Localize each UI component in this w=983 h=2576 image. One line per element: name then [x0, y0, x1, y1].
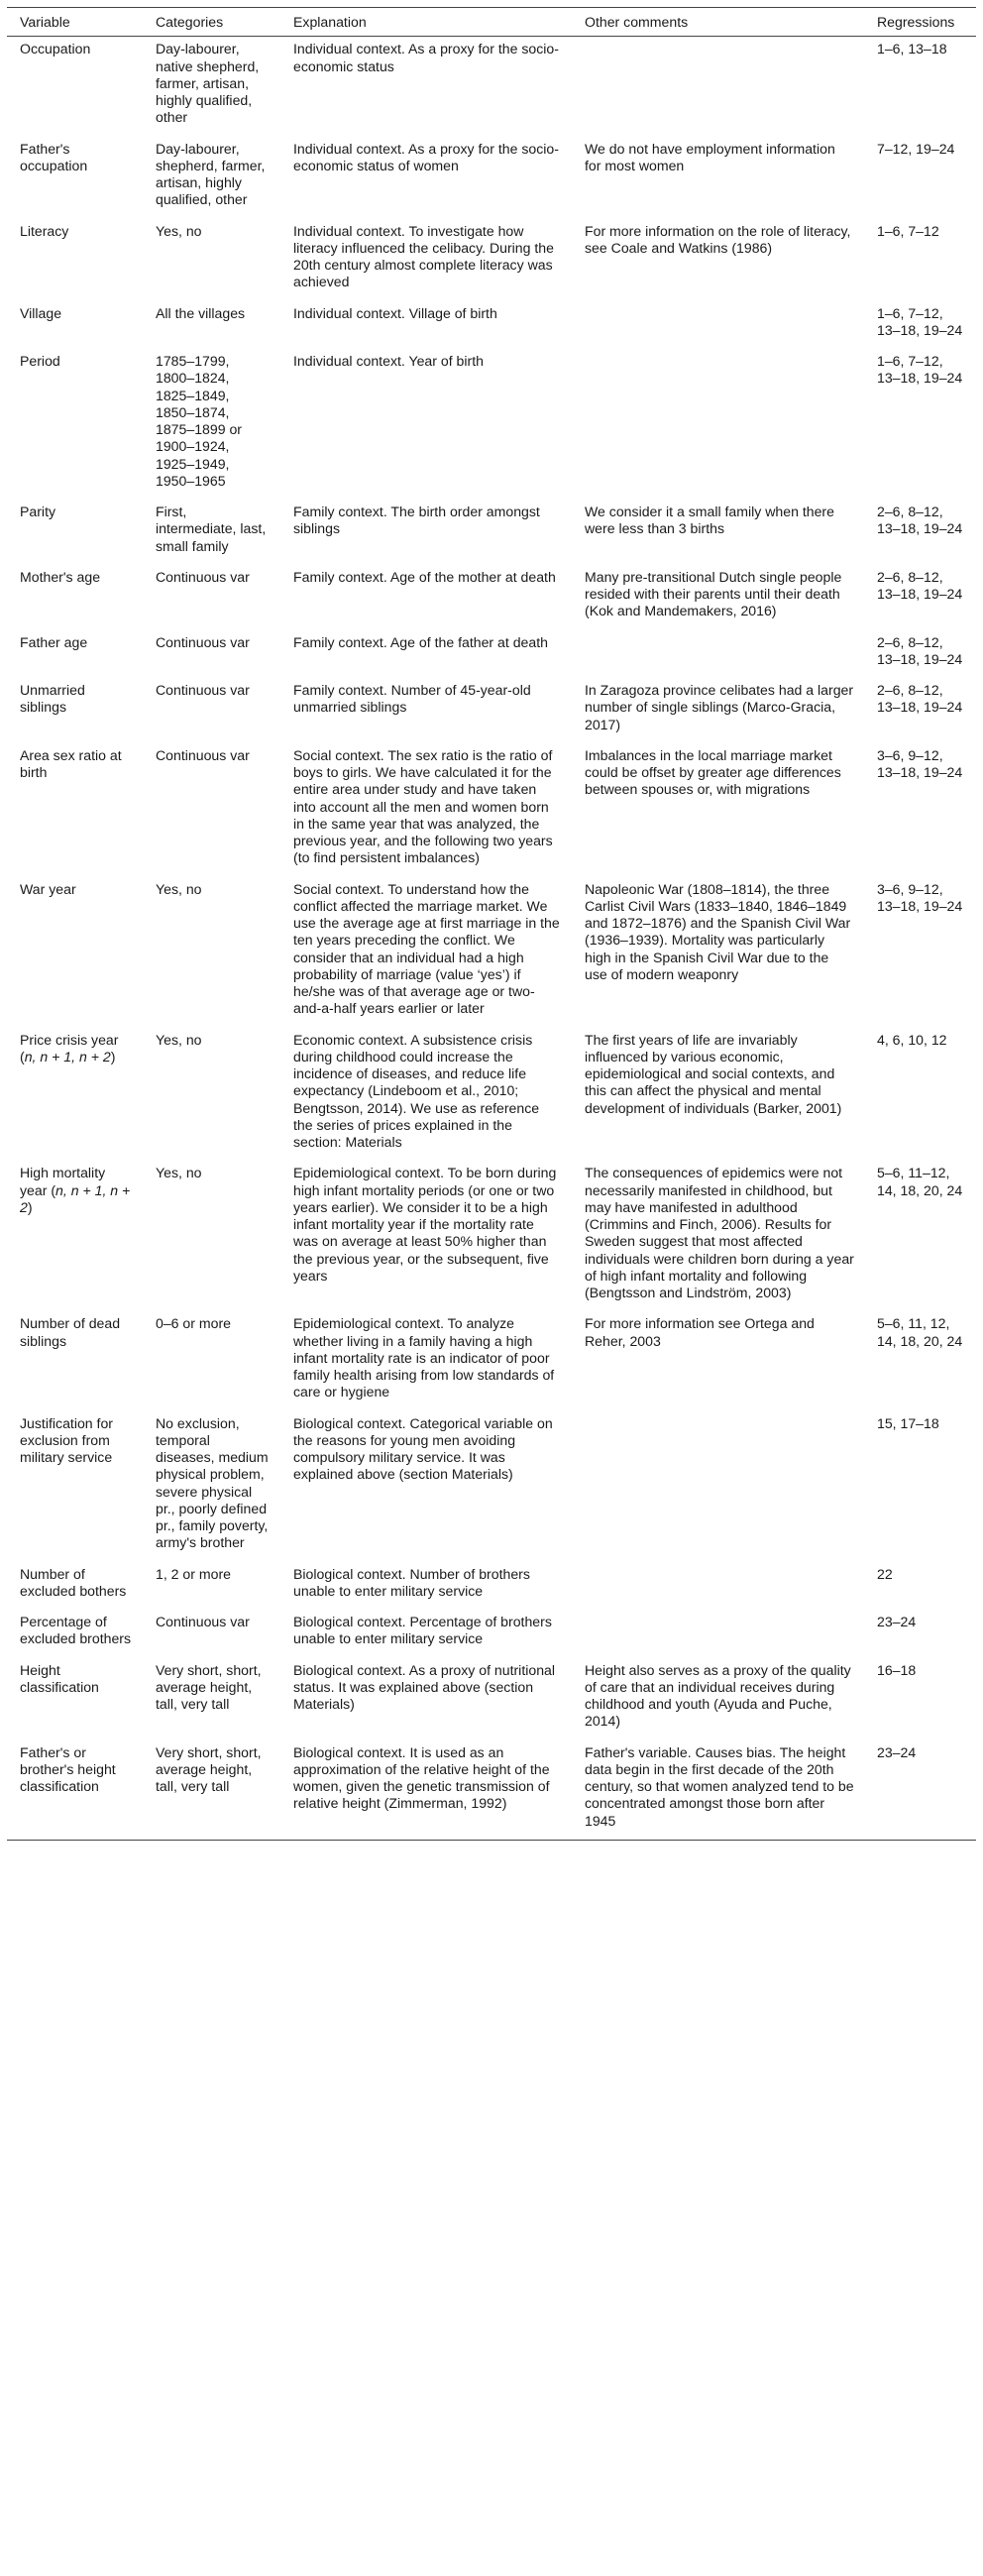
cell-variable: Father's occupation: [20, 140, 88, 173]
cell-variable: Period: [20, 353, 60, 369]
cell-variable: Percentage of excluded brothers: [20, 1614, 132, 1647]
cell-explanation: Economic context. A subsistence crisis during childhood could increase the incidence of diseases, and reduce life expectancy (Lindeboom et al., 2010; Bengtsson, 2014). We use as reference the series of prices explained in the section: Materials: [293, 1031, 540, 1150]
cell-regressions: 5–6, 11–12, 14, 18, 20, 24: [877, 1165, 963, 1198]
cell-regressions: 2–6, 8–12, 13–18, 19–24: [877, 682, 963, 716]
header-explanation: Explanation: [293, 14, 367, 30]
table-body: [7, 37, 976, 1841]
cell-categories: 1, 2 or more: [156, 1565, 231, 1582]
cell-comments: [572, 349, 864, 500]
cell-categories: Yes, no: [156, 1031, 202, 1048]
cell-variable: Unmarried siblings: [20, 682, 85, 716]
header-other-comments: Other comments: [585, 14, 689, 30]
cell-regressions: 2–6, 8–12, 13–18, 19–24: [877, 633, 963, 667]
table-row: [7, 301, 976, 350]
cell-variable: Father age: [20, 633, 88, 650]
cell-comments: [572, 1562, 864, 1611]
table-header: [7, 8, 976, 37]
cell-comments: [572, 37, 864, 137]
cell-regressions: 3–6, 9–12, 13–18, 19–24: [877, 746, 963, 780]
cell-regressions: 23–24: [877, 1743, 917, 1760]
table-row: [7, 678, 976, 743]
cell-explanation: Individual context. Village of birth: [293, 304, 497, 321]
cell-categories: Continuous var: [156, 746, 250, 763]
cell-categories: Day-labourer, shepherd, farmer, artisan, highly qualified, other: [156, 140, 266, 208]
variables-table: [7, 7, 976, 1841]
table-row: [7, 743, 976, 877]
cell-comments: We consider it a small family when there were less than 3 births: [585, 504, 834, 537]
table-row: [7, 219, 976, 301]
cell-comments: Height also serves as a proxy of the quality of care that an individual receives during childhood and youth (Ayuda and Puche, 2014): [585, 1661, 851, 1730]
cell-comments: [572, 630, 864, 679]
cell-explanation: Individual context. As a proxy for the socio-economic status: [293, 41, 559, 74]
cell-categories: Very short, short, average height, tall, very tall: [156, 1661, 262, 1712]
cell-explanation: Biological context. It is used as an approximation of the relative height of the women, given the genetic transmission of relative height (Zimmerman, 1992): [293, 1743, 550, 1812]
variable-label: Price crisis year: [20, 1031, 119, 1048]
cell-categories: Continuous var: [156, 682, 250, 698]
cell-comments: The first years of life are invariably influenced by various economic, epidemiological and social contexts, and this can affect the physical and mental development of individuals (Barker, 2001): [585, 1031, 842, 1116]
cell-variable: Father's or brother's height classification: [20, 1743, 116, 1794]
table-row: [7, 1658, 976, 1740]
cell-variable: Number of dead siblings: [20, 1315, 121, 1349]
cell-categories: Yes, no: [156, 1165, 202, 1181]
table-row: [7, 1411, 976, 1562]
cell-variable: Number of excluded bothers: [20, 1565, 127, 1599]
cell-explanation: Epidemiological context. To be born during high infant mortality periods (or one or two years earlier). We consider it to be a high infant mortality year if the mortality rate was on average at least 50% higher than the previous year, or the subsequent, five years: [293, 1165, 557, 1284]
cell-explanation: Individual context. To investigate how literacy influenced the celibacy. During the 20th century almost complete literacy was achieved: [293, 222, 554, 290]
cell-regressions: 22: [877, 1565, 893, 1582]
cell-explanation: Biological context. Categorical variable on the reasons for young men avoiding compulsory military service. It was explained above (section Materials): [293, 1414, 553, 1483]
header-regressions: Regressions: [877, 14, 955, 30]
cell-variable: Literacy: [20, 222, 69, 239]
cell-explanation: Family context. The birth order amongst siblings: [293, 504, 540, 537]
table-row: [7, 500, 976, 565]
cell-categories: 0–6 or more: [156, 1315, 231, 1332]
cell-variable: Parity: [20, 504, 56, 519]
cell-explanation: Family context. Age of the mother at death: [293, 568, 556, 585]
cell-categories: Yes, no: [156, 880, 202, 897]
variable-label: High mortality year: [20, 1165, 106, 1198]
cell-comments: [572, 1411, 864, 1562]
cell-explanation: Biological context. Number of brothers unable to enter military service: [293, 1565, 530, 1599]
table-row: [7, 37, 976, 137]
cell-explanation: Social context. The sex ratio is the ratio of boys to girls. We have calculated it for the entire area under study and have taken into account all the men and women born in the same year that was analyzed, the previous year, and the following two years (to find persistent imbalances): [293, 746, 553, 866]
cell-comments: Many pre-transitional Dutch single people resided with their parents until their death (Kok and Mandemakers, 2016): [585, 568, 842, 619]
table-row: [7, 1161, 976, 1311]
table-row: [7, 1610, 976, 1658]
cell-variable: Height classification: [20, 1661, 99, 1695]
cell-comments: For more information on the role of literacy, see Coale and Watkins (1986): [585, 222, 851, 256]
cell-variable: High mortality year (n, n + 1, n + 2): [20, 1165, 131, 1215]
header-categories: Categories: [156, 14, 224, 30]
table-row: [7, 1028, 976, 1162]
cell-regressions: 16–18: [877, 1661, 917, 1678]
cell-explanation: Family context. Age of the father at death: [293, 633, 548, 650]
cell-categories: Continuous var: [156, 1614, 250, 1629]
cell-explanation: Biological context. Percentage of brothers unable to enter military service: [293, 1614, 552, 1647]
cell-regressions: 2–6, 8–12, 13–18, 19–24: [877, 568, 963, 602]
cell-regressions: 23–24: [877, 1614, 917, 1629]
table-row: [7, 1562, 976, 1611]
cell-comments: The consequences of epidemics were not necessarily manifested in childhood, but may have manifested in adulthood (Crimmins and Finch, 2006). Results for Sweden suggest that most affected individuals were children born during a year of high infant mortality and following (Bengtsson and Lindström, 2003): [585, 1165, 854, 1300]
cell-categories: Day-labourer, native shepherd, farmer, artisan, highly qualified, other: [156, 41, 260, 126]
cell-regressions: 15, 17–18: [877, 1414, 939, 1431]
cell-explanation: Individual context. Year of birth: [293, 353, 484, 369]
cell-explanation: Individual context. As a proxy for the socio-economic status of women: [293, 140, 559, 173]
cell-variable: Justification for exclusion from military service: [20, 1414, 113, 1465]
cell-regressions: 1–6, 7–12, 13–18, 19–24: [877, 304, 963, 338]
cell-explanation: Family context. Number of 45-year-old unmarried siblings: [293, 682, 531, 716]
cell-categories: All the villages: [156, 304, 246, 321]
table-row: [7, 137, 976, 219]
cell-regressions: 1–6, 13–18: [877, 41, 947, 57]
cell-comments: For more information see Ortega and Reher, 2003: [585, 1315, 815, 1349]
cell-variable: Village: [20, 304, 62, 321]
cell-regressions: 3–6, 9–12, 13–18, 19–24: [877, 880, 963, 914]
cell-categories: No exclusion, temporal diseases, medium physical problem, severe physical pr., poorly defined pr., family poverty, army's brother: [156, 1414, 269, 1551]
cell-variable: Price crisis year (n, n + 1, n + 2): [20, 1031, 119, 1064]
table-row: [7, 877, 976, 1028]
cell-categories: 1785–1799, 1800–1824, 1825–1849, 1850–1874, 1875–1899 or 1900–1924, 1925–1949, 1950–1965: [156, 353, 242, 489]
cell-comments: In Zaragoza province celibates had a larger number of single siblings (Marco-Gracia, 2017): [585, 682, 854, 732]
cell-variable: Area sex ratio at birth: [20, 746, 122, 780]
cell-variable: Mother's age: [20, 568, 101, 585]
cell-categories: Continuous var: [156, 568, 250, 585]
cell-comments: We do not have employment information for most women: [585, 140, 835, 173]
cell-regressions: 4, 6, 10, 12: [877, 1031, 947, 1048]
cell-variable: War year: [20, 880, 76, 897]
cell-categories: Yes, no: [156, 222, 202, 239]
table-row: [7, 630, 976, 679]
cell-comments: Napoleonic War (1808–1814), the three Carlist Civil Wars (1833–1840, 1846–1849 and 1872–1876) and the Spanish Civil War (1936–1939). Mortality was particularly high in the Spanish Civil War due to the use of modern weaponry: [585, 880, 851, 982]
table-row: [7, 565, 976, 630]
cell-categories: Very short, short, average height, tall, very tall: [156, 1743, 262, 1794]
cell-categories: First, intermediate, last, small family: [156, 504, 267, 554]
cell-comments: [572, 1610, 864, 1658]
cell-regressions: 7–12, 19–24: [877, 140, 955, 157]
cell-explanation: Epidemiological context. To analyze whether living in a family having a high infant mortality rate is an indicator of poor family health arising from low standards of care or hygiene: [293, 1315, 555, 1400]
cell-comments: Father's variable. Causes bias. The height data begin in the first decade of the 20th century, so that women analyzed tend to be concentrated amongst those born after 1945: [585, 1743, 854, 1829]
variable-note: n, n + 1, n + 2: [24, 1048, 111, 1064]
cell-variable: Occupation: [20, 41, 91, 57]
cell-comments: Imbalances in the local marriage market could be offset by greater age differences between spouses or, with migrations: [585, 746, 841, 798]
cell-comments: [572, 301, 864, 350]
cell-regressions: 1–6, 7–12, 13–18, 19–24: [877, 353, 963, 387]
cell-explanation: Social context. To understand how the conflict affected the marriage market. We use the average age at first marriage in the ten years preceding the conflict. We consider that an individual had a high probability of marriage (value ‘yes’) if he/she was of that average age or two-and-a-half years earlier or later: [293, 880, 560, 1017]
cell-regressions: 2–6, 8–12, 13–18, 19–24: [877, 504, 963, 537]
cell-explanation: Biological context. As a proxy of nutritional status. It was explained above (section Materials): [293, 1661, 556, 1712]
table-row: [7, 349, 976, 500]
cell-regressions: 1–6, 7–12: [877, 222, 939, 239]
header-variable: Variable: [20, 14, 70, 30]
table-row: [7, 1740, 976, 1841]
header-row: [7, 8, 976, 37]
cell-categories: Continuous var: [156, 633, 250, 650]
variable-note: n, n + 1, n + 2: [20, 1181, 131, 1215]
cell-regressions: 5–6, 11, 12, 14, 18, 20, 24: [877, 1315, 963, 1349]
table-row: [7, 1311, 976, 1410]
